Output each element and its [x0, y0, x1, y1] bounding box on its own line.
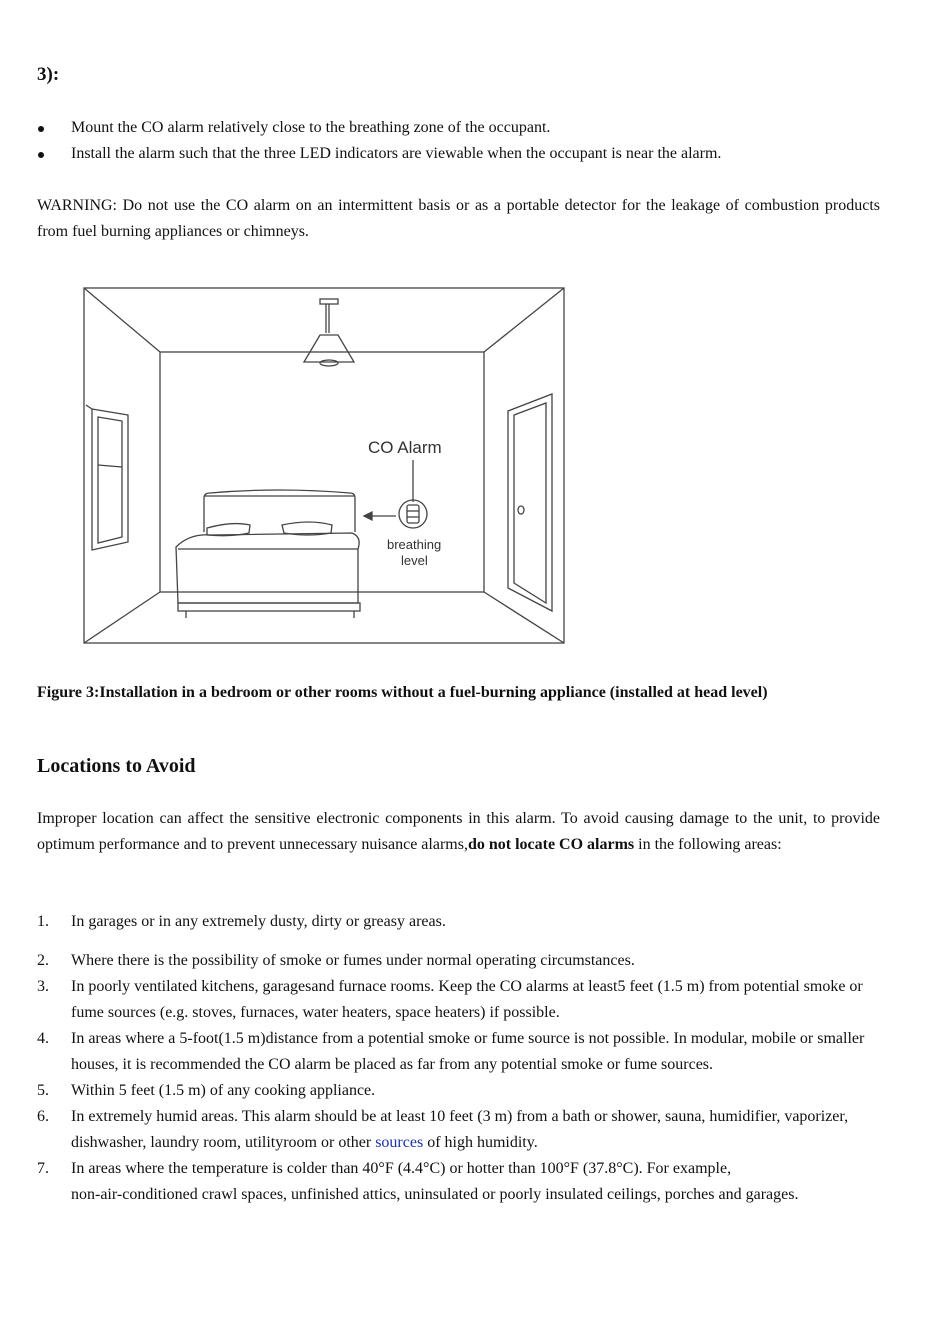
list-text: In garages or in any extremely dusty, dirty or greasy areas.	[71, 913, 446, 930]
bullet-item	[37, 142, 880, 168]
bullet-item	[37, 116, 880, 142]
bullet-dot-icon	[38, 126, 44, 132]
list-item	[37, 948, 880, 974]
intro-paragraph	[37, 806, 880, 858]
bullet-text: Mount the CO alarm relatively close to the breathing zone of the occupant.	[71, 119, 551, 136]
list-text: In areas where the temperature is colder than 40°F (4.4°C) or hotter than 100°F (37.8°C). For example,	[71, 1160, 732, 1177]
list-number: 5.	[37, 1082, 49, 1099]
list-item	[37, 1156, 880, 1208]
intro-text: Improper location can affect the sensitive electronic components in this alarm. To avoid causing damage to the unit, to provide optimum performance and to prevent unnecessary nuisance alarms,	[37, 810, 880, 853]
bed-icon	[176, 490, 360, 618]
list-number: 1.	[37, 913, 49, 930]
floor-edge-left	[84, 592, 160, 643]
section-label: 3):	[37, 64, 60, 85]
list-number: 7.	[37, 1160, 49, 1177]
list-text-end: of high humidity.	[423, 1134, 538, 1151]
list-number: 2.	[37, 952, 49, 969]
list-number: 3.	[37, 978, 49, 995]
list-text-line2: non-air-conditioned crawl spaces, unfinished attics, uninsulated or poorly insulated ceilings, porches and garages.	[71, 1186, 799, 1203]
bullet-list	[37, 116, 880, 168]
level-label: level	[401, 553, 428, 568]
bullet-dot-icon	[38, 152, 44, 158]
list-item	[37, 974, 880, 1026]
bedroom-illustration	[82, 285, 568, 647]
intro-text-end: in the following areas:	[634, 836, 782, 853]
room-outer-frame	[84, 288, 564, 643]
figure-caption: Figure 3:Installation in a bedroom or other rooms without a fuel-burning appliance (installed at head level)	[37, 684, 768, 701]
back-wall	[160, 352, 484, 592]
sources-link[interactable]: sources	[375, 1134, 424, 1151]
list-item	[37, 1078, 880, 1104]
intro-emphasis: do not locate CO alarms	[467, 836, 635, 853]
avoid-list	[37, 909, 880, 1208]
co-alarm-label: CO Alarm	[368, 438, 442, 457]
door-icon	[508, 394, 552, 611]
list-text: Where there is the possibility of smoke or fumes under normal operating circumstances.	[71, 952, 635, 969]
breathing-level-arrow	[364, 512, 396, 520]
list-text: In areas where a 5-foot(1.5 m)distance from a potential smoke or fume source is not possible. In modular, mobile or smaller houses, it is recommended the CO alarm be placed as far from any potential smoke or fume sources.	[71, 1030, 865, 1073]
list-item	[37, 909, 880, 935]
ceiling-edge-right	[484, 288, 564, 352]
list-number: 6.	[37, 1108, 49, 1125]
list-text: In poorly ventilated kitchens, garagesand furnace rooms. Keep the CO alarms at least5 feet (1.5 m) from potential smoke or fume sources (e.g. stoves, furnaces, water heaters, space heaters) if possible.	[71, 978, 863, 1021]
list-text: In extremely humid areas. This alarm should be at least 10 feet (3 m) from a bath or shower, sauna, humidifier, vaporizer, dishwasher, laundry room, utilityroom or other	[71, 1108, 849, 1151]
ceiling-edge-left	[84, 288, 160, 352]
list-number: 4.	[37, 1030, 49, 1047]
list-text: Within 5 feet (1.5 m) of any cooking appliance.	[71, 1082, 376, 1099]
section-heading: Locations to Avoid	[37, 755, 196, 777]
bullet-text: Install the alarm such that the three LED indicators are viewable when the occupant is near the alarm.	[71, 145, 722, 162]
breathing-label: breathing	[387, 537, 442, 552]
warning-paragraph: WARNING: Do not use the CO alarm on an intermittent basis or as a portable detector for the leakage of combustion products from fuel burning appliances or chimneys.	[37, 197, 880, 240]
ceiling-lamp-icon	[304, 299, 354, 366]
co-alarm-device-icon	[399, 460, 427, 528]
list-item	[37, 1026, 880, 1078]
list-item	[37, 1104, 880, 1156]
window-icon	[86, 405, 128, 550]
